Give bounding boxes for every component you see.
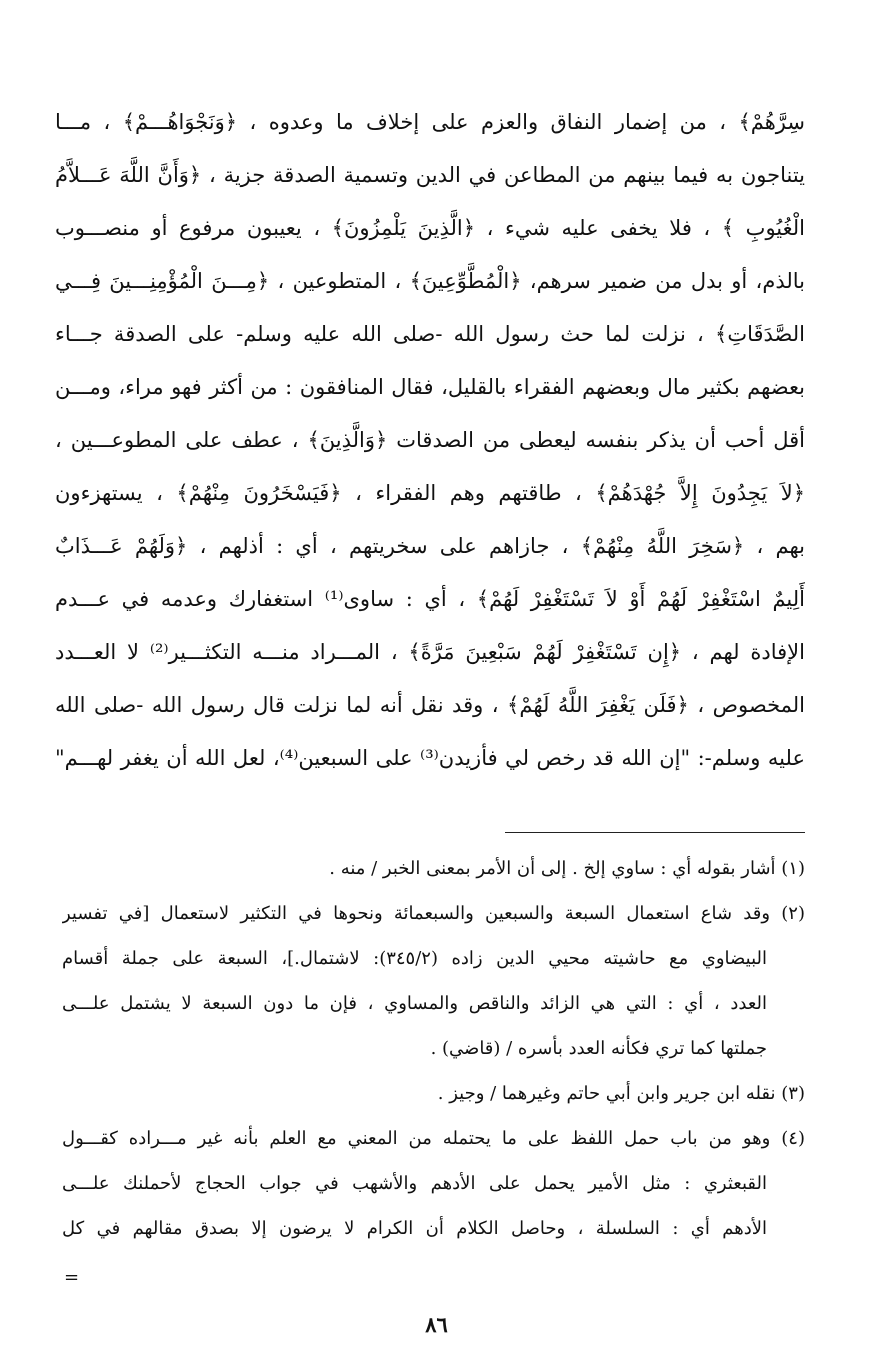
main-text-block bbox=[55, 96, 805, 785]
main-text-line: بعضهم بكثير مال وبعضهم الفقراء بالقليل، فقال المنافقون : من أكثر فهو مراء، ومـــن bbox=[55, 375, 805, 399]
main-text-line: الإفادة لهم ، ﴿إِن تَسْتَغْفِرْ لَهُمْ سَبْعِينَ مَرَّةً﴾ ، المـــراد منـــه التكثـــير⁽²⁾ لا العـــدد bbox=[55, 640, 805, 664]
page-number: ٨٦ bbox=[425, 1312, 448, 1337]
main-text-line: بالذم، أو بدل من ضمير سرهم، ﴿الْمُطَّوِّعِينَ﴾ ، المتطوعين ، ﴿مِـــنَ الْمُؤْمِنِـــينَ فِـــي bbox=[55, 269, 805, 293]
footnote-line: (٢) وقد شاع استعمال السبعة والسبعين والسبعمائة ونحوها في التكثير لاستعمال [في تفسير bbox=[62, 903, 805, 924]
footnote-line: القبعثري : مثل الأمير يحمل على الأدهم والأشهب في جواب الحجاج لأحملنك علـــى bbox=[62, 1173, 767, 1194]
footnotes-block bbox=[62, 846, 805, 1251]
footnote-line: البيضاوي مع حاشيته محيي الدين زاده (٣٤٥/٢): لاشتمال.]، السبعة على جملة أقسام bbox=[62, 948, 767, 969]
main-text-line: أَلِيمٌ اسْتَغْفِرْ لَهُمْ أَوْ لاَ تَسْتَغْفِرْ لَهُمْ﴾ ، أي : ساوى⁽¹⁾ استغفارك وعدمه في عـــدم bbox=[55, 587, 805, 611]
footnote-separator bbox=[505, 832, 805, 833]
main-text-line: عليه وسلم-: "إن الله قد رخص لي فأزيدن⁽³⁾ على السبعين⁽⁴⁾، لعل الله أن يغفر لهـــم" bbox=[55, 746, 805, 770]
footnote-1 bbox=[62, 846, 805, 891]
footnote-line: جملتها كما تري فكأنه العدد بأسره / (قاضي) . bbox=[430, 1038, 767, 1059]
footnote-line: العدد ، أي : التي هي الزائد والناقص والمساوي ، فإن ما دون السبعة لا يشتمل علـــى bbox=[62, 993, 767, 1014]
main-text-line: يتناجون به فيما بينهم من المطاعن في الدين وتسمية الصدقة جزية ، ﴿وَأَنَّ اللَّهَ عَـــلاَّمُ bbox=[55, 163, 805, 187]
main-text-line: أقل أحب أن يذكر بنفسه ليعطى من الصدقات ﴿وَالَّذِينَ﴾ ، عطف على المطوعـــين ، bbox=[55, 428, 805, 452]
footnote-line: (٣) نقله ابن جرير وابن أبي حاتم وغيرهما / وجيز . bbox=[437, 1083, 805, 1104]
main-text-line: سِرَّهُمْ﴾ ، من إضمار النفاق والعزم على إخلاف ما وعدوه ، ﴿وَنَجْوَاهُـــمْ﴾ ، مـــا bbox=[55, 110, 805, 134]
footnote-4 bbox=[62, 1116, 805, 1251]
footnote-line: (١) أشار بقوله أي : ساوي إلخ . إلى أن الأمر بمعنى الخبر / منه . bbox=[329, 858, 805, 879]
main-text-line: ﴿لاَ يَجِدُونَ إِلاَّ جُهْدَهُمْ﴾ ، طاقتهم وهم الفقراء ، ﴿فَيَسْخَرُونَ مِنْهُمْ﴾ ، يستهزءون bbox=[55, 481, 805, 505]
main-text-line: الْغُيُوبِ ﴾ ، فلا يخفى عليه شيء ، ﴿الَّذِينَ يَلْمِزُونَ﴾ ، يعيبون مرفوع أو منصـــوب bbox=[55, 216, 805, 240]
footnote-3 bbox=[62, 1071, 805, 1116]
footnote-line: الأدهم أي : السلسلة ، وحاصل الكلام أن الكرام لا يرضون إلا بصدق مقالهم في كل bbox=[62, 1218, 767, 1239]
main-text-line: بهم ، ﴿سَخِرَ اللَّهُ مِنْهُمْ﴾ ، جازاهم على سخريتهم ، أي : أذلهم ، ﴿وَلَهُمْ عَـــذَابٌ bbox=[55, 534, 805, 558]
footnote-line: (٤) وهو من باب حمل اللفظ على ما يحتمله من المعني مع العلم بأنه غير مـــراده كقـــول bbox=[62, 1128, 805, 1149]
footnote-2 bbox=[62, 891, 805, 1071]
continuation-mark: = bbox=[64, 1267, 80, 1288]
main-text-line: المخصوص ، ﴿فَلَن يَغْفِرَ اللَّهُ لَهُمْ﴾ ، وقد نقل أنه لما نزلت قال رسول الله -صلى الله bbox=[55, 693, 805, 717]
main-text-line: الصَّدَقَاتِ﴾ ، نزلت لما حث رسول الله -صلى الله عليه وسلم- على الصدقة جـــاء bbox=[55, 322, 805, 346]
